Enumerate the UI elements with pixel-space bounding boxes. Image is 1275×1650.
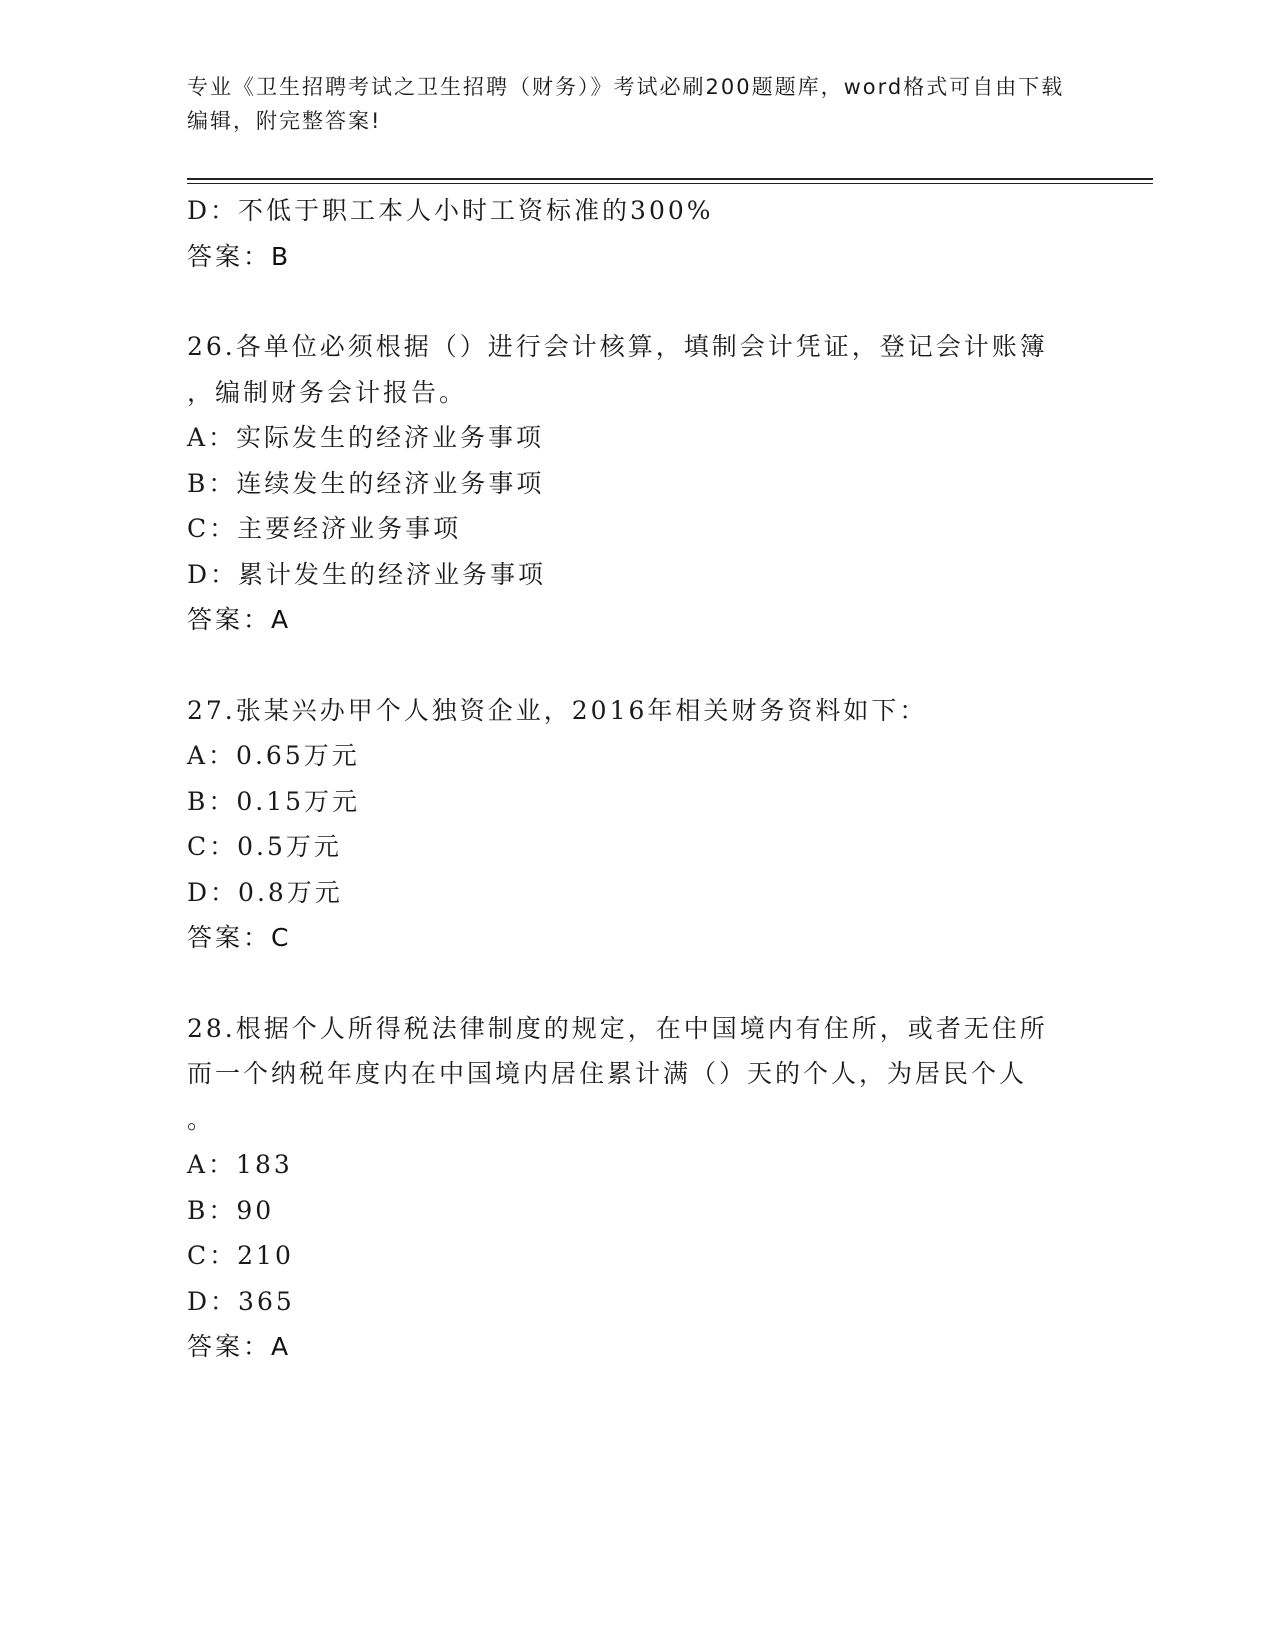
document-header: 专业《卫生招聘考试之卫生招聘（财务）》考试必刷200题题库，word格式可自由下载编辑，附完整答案! xyxy=(187,75,1065,133)
header-divider xyxy=(187,178,1153,183)
header-divider-thick xyxy=(187,178,1153,180)
q26-answer: 答案：A xyxy=(187,605,292,634)
q27-option-a: A：0.65万元 xyxy=(187,741,360,770)
q28-stem-line2: 而一个纳税年度内在中国境内居住累计满（）天的个人，为居民个人 xyxy=(187,1059,1028,1088)
q26-option-b: B：连续发生的经济业务事项 xyxy=(187,468,545,498)
q28-option-d: D：365 xyxy=(187,1286,295,1316)
q25-option-d: D：不低于职工本人小时工资标准的300% xyxy=(187,196,714,225)
q26-option-a: A：实际发生的经济业务事项 xyxy=(187,423,545,452)
spacer xyxy=(187,643,1087,688)
q27-option-c: C：0.5万元 xyxy=(187,832,342,861)
spacer xyxy=(187,961,1087,1006)
q28-option-a: A：183 xyxy=(187,1150,293,1179)
q28-answer: 答案：A xyxy=(187,1332,292,1361)
header-divider-thin xyxy=(187,183,1153,184)
q28-stem-line3: 。 xyxy=(187,1104,216,1134)
q28-stem-line1: 28.根据个人所得税法律制度的规定，在中国境内有住所，或者无住所 xyxy=(187,1013,1048,1043)
question-content xyxy=(187,188,1087,1370)
q26-stem-line1: 26.各单位必须根据（）进行会计核算，填制会计凭证，登记会计账簿 xyxy=(187,332,1048,361)
spacer xyxy=(187,279,1087,324)
q25-answer: 答案：B xyxy=(187,241,292,271)
q27-option-d: D：0.8万元 xyxy=(187,877,343,907)
q26-stem-line2: ，编制财务会计报告。 xyxy=(187,377,468,407)
q28-option-c: C：210 xyxy=(187,1241,294,1270)
q27-answer: 答案：C xyxy=(187,923,292,952)
q28-option-b: B：90 xyxy=(187,1195,275,1225)
q27-stem: 27.张某兴办甲个人独资企业，2016年相关财务资料如下： xyxy=(187,695,928,725)
q26-option-d: D：累计发生的经济业务事项 xyxy=(187,559,547,589)
q26-option-c: C：主要经济业务事项 xyxy=(187,514,462,543)
q27-option-b: B：0.15万元 xyxy=(187,786,361,816)
